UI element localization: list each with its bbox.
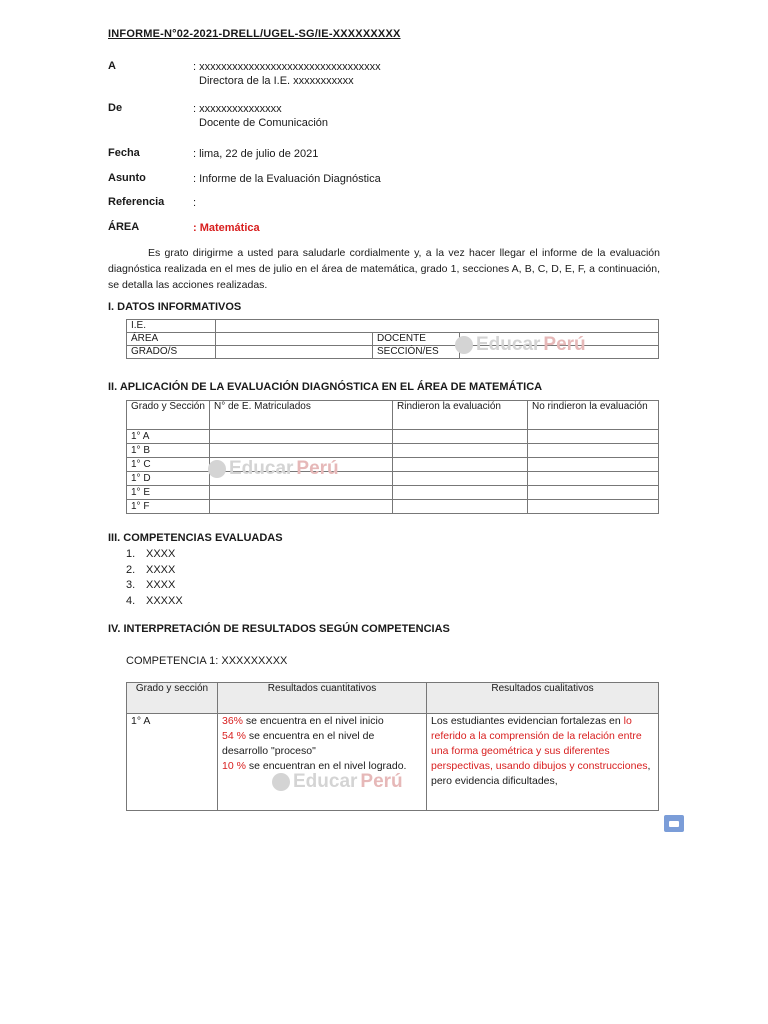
to-value: [193, 60, 381, 88]
row-label: 1° A: [127, 714, 218, 811]
row-label: 1° A: [127, 430, 210, 444]
cell[interactable]: [393, 444, 528, 458]
table-row: [127, 472, 659, 486]
ie-label: I.E.: [127, 320, 216, 333]
col-grado-seccion: Grado y sección: [127, 683, 218, 714]
row-label: 1° E: [127, 486, 210, 500]
list-item: [126, 578, 183, 594]
row-label: 1° D: [127, 472, 210, 486]
list-text: XXXXX: [146, 594, 183, 607]
cell[interactable]: [528, 458, 659, 472]
section-4-title: IV. INTERPRETACIÓN DE RESULTADOS SEGÚN COMPETENCIAS: [108, 623, 450, 635]
list-number: 1.: [126, 548, 136, 560]
watermark-logo: [455, 334, 586, 356]
col-grado-seccion: Grado y Sección: [127, 401, 210, 430]
table-row: [127, 430, 659, 444]
competencies-list: [126, 547, 183, 609]
row-label: 1° C: [127, 458, 210, 472]
cell[interactable]: [528, 472, 659, 486]
viewer-menu-icon[interactable]: [664, 815, 684, 832]
reference-label: Referencia: [108, 196, 165, 208]
ie-cell[interactable]: [216, 320, 659, 333]
grados-label: GRADO/S: [127, 346, 216, 359]
pct-inicio: 36%: [222, 715, 244, 727]
list-number: 2.: [126, 563, 136, 576]
cell[interactable]: [393, 486, 528, 500]
list-text: XXXX: [146, 548, 176, 560]
table-row: [127, 714, 659, 811]
qual-text-1: Los estudiantes evidencian fortalezas en: [431, 715, 624, 727]
col-rindieron: Rindieron la evaluación: [393, 401, 528, 430]
section-1-title: I. DATOS INFORMATIVOS: [108, 301, 242, 313]
to-label: A: [108, 60, 116, 72]
cell[interactable]: [528, 430, 659, 444]
section-2-title: II. APLICACIÓN DE LA EVALUACIÓN DIAGNÓSTICA EN EL ÁREA DE MATEMÁTICA: [108, 381, 543, 393]
cell[interactable]: [210, 444, 393, 458]
table-header-row: [127, 683, 659, 714]
row-label: 1° F: [127, 500, 210, 514]
text-inicio: se encuentra en el nivel inicio: [243, 715, 384, 727]
cell[interactable]: [210, 486, 393, 500]
watermark-logo-icon: [272, 773, 290, 791]
table-row: [127, 500, 659, 514]
subject-label: Asunto: [108, 172, 146, 184]
col-matriculados: N° de E. Matriculados: [210, 401, 393, 430]
date-label: Fecha: [108, 147, 140, 159]
list-item: [126, 594, 183, 610]
reference-value: :: [193, 197, 197, 209]
quantitative-results: [218, 714, 427, 811]
table-header-row: [127, 401, 659, 430]
from-value: [193, 102, 328, 130]
qual-highlight: lo referido a la comprensión de la relación entre una forma geométrica y sus diferentes perspectivas, usando dibujos y construcciones: [431, 715, 648, 772]
date-value: : lima, 22 de julio de 2021: [193, 148, 319, 160]
cell[interactable]: [393, 458, 528, 472]
list-item: [126, 547, 183, 563]
table-row: [127, 486, 659, 500]
area-cell-label: ÁREA: [127, 333, 216, 346]
col-no-rindieron: No rindieron la evaluación: [528, 401, 659, 430]
table-row: [127, 320, 659, 333]
table-row: [127, 444, 659, 458]
list-item: [126, 563, 183, 579]
cell[interactable]: [210, 500, 393, 514]
report-title: INFORME-N°02-2021-DRELL/UGEL-SG/IE-XXXXXXXXX: [108, 28, 401, 40]
to-name: : xxxxxxxxxxxxxxxxxxxxxxxxxxxxxxxxx: [193, 61, 381, 73]
watermark-logo: [208, 458, 339, 480]
result-inicio: [222, 714, 422, 729]
list-number: 4.: [126, 594, 136, 607]
subject-value: : Informe de la Evaluación Diagnóstica: [193, 173, 381, 185]
secciones-label: SECCIÓN/ES: [373, 346, 460, 359]
area-cell[interactable]: [216, 333, 373, 346]
list-text: XXXX: [146, 563, 176, 576]
watermark-country: Perú: [296, 458, 339, 479]
col-cuantitativos: Resultados cuantitativos: [218, 683, 427, 714]
watermark-country: Perú: [360, 771, 403, 792]
section-3-title: III. COMPETENCIAS EVALUADAS: [108, 532, 283, 544]
cell[interactable]: [528, 500, 659, 514]
docente-label: DOCENTE: [373, 333, 460, 346]
result-proceso: [222, 729, 422, 759]
table-row: [127, 458, 659, 472]
watermark-brand: Educar: [229, 458, 294, 479]
qualitative-results: [427, 714, 659, 811]
text-logrado: se encuentran en el nivel logrado.: [245, 760, 407, 772]
qual-text-2: , pero evidencia dificultades,: [431, 760, 651, 787]
list-text: XXXX: [146, 579, 176, 591]
watermark-brand: Educar: [293, 771, 358, 792]
to-role: Directora de la I.E. xxxxxxxxxxx: [199, 75, 354, 87]
cell[interactable]: [393, 472, 528, 486]
grados-cell[interactable]: [216, 346, 373, 359]
cell[interactable]: [528, 444, 659, 458]
cell[interactable]: [393, 500, 528, 514]
text-proceso: se encuentra en el nivel de desarrollo "proceso": [222, 730, 375, 757]
pct-proceso: 54 %: [222, 730, 246, 742]
watermark-country: Perú: [543, 334, 586, 355]
evaluation-table: [126, 400, 659, 514]
competency-heading: COMPETENCIA 1: XXXXXXXXX: [126, 655, 288, 667]
from-name: : xxxxxxxxxxxxxxx: [193, 103, 282, 115]
cell[interactable]: [210, 430, 393, 444]
row-label: 1° B: [127, 444, 210, 458]
watermark-logo-icon: [208, 460, 226, 478]
from-label: De: [108, 102, 123, 114]
cell[interactable]: [528, 486, 659, 500]
pct-logrado: 10 %: [222, 760, 246, 772]
area-value: : Matemática: [193, 222, 260, 234]
area-label: ÁREA: [108, 221, 140, 233]
watermark-logo-icon: [455, 336, 473, 354]
cell[interactable]: [393, 430, 528, 444]
col-cualitativos: Resultados cualitativos: [427, 683, 659, 714]
intro-paragraph: Es grato dirigirme a usted para saludarle cordialmente y, a la vez hacer llegar el informe de la evaluación diagnóstica realizada en el mes de julio en el área de matemática, grado 1, secciones A, B, C, D, E, F, a continuación, se detalla las acciones realizadas.: [108, 247, 660, 291]
watermark-brand: Educar: [476, 334, 541, 355]
from-role: Docente de Comunicación: [199, 117, 329, 129]
watermark-logo: [272, 771, 403, 793]
list-number: 3.: [126, 579, 136, 591]
